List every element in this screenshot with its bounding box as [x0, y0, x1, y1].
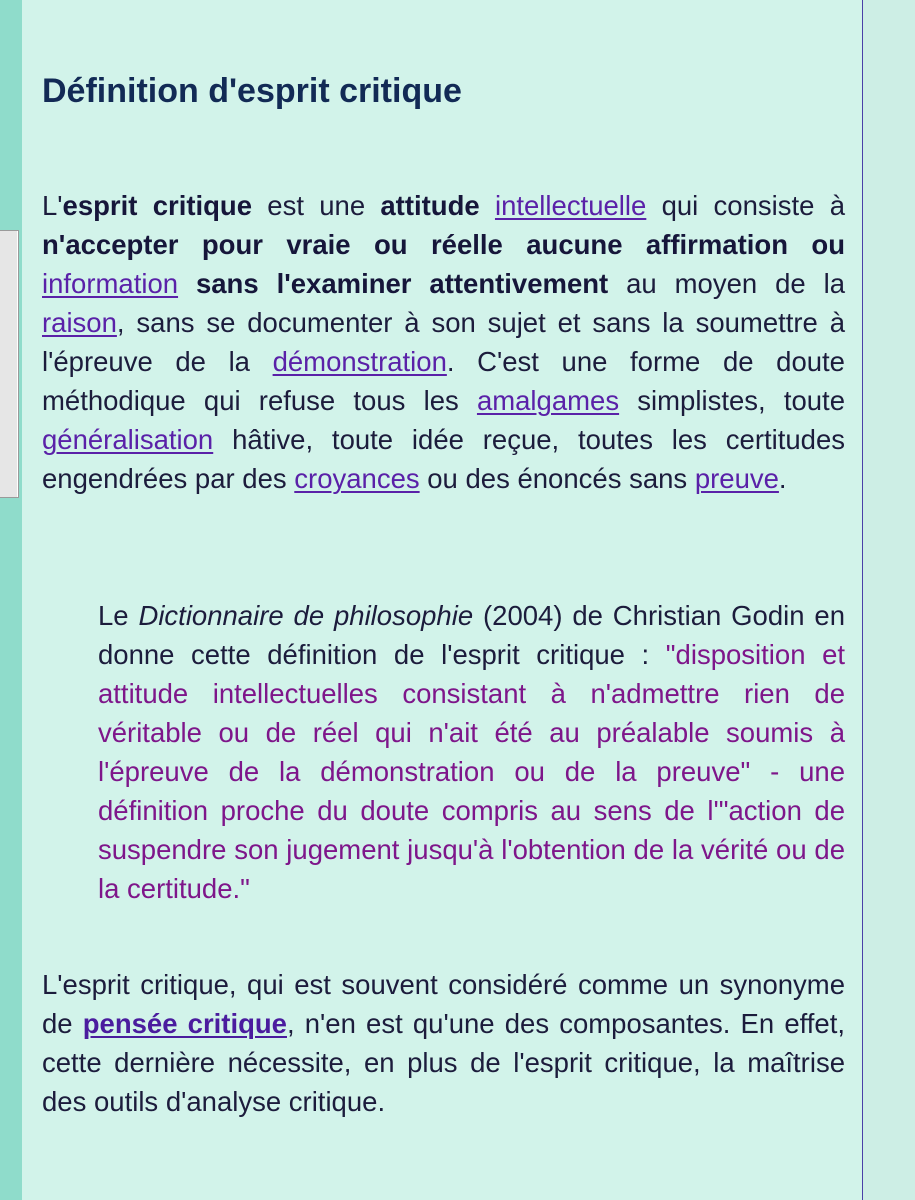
text-run: simplistes, toute: [619, 385, 845, 416]
link-demonstration[interactable]: démonstration: [272, 346, 447, 377]
link-intellectuelle[interactable]: intellectuelle: [494, 190, 647, 221]
quote-block: [98, 596, 845, 908]
text-run: , sans se documenter à son sujet et sans la soumettre à l'épreuve de la: [42, 307, 845, 377]
link-pensee-critique[interactable]: pensée critique: [82, 1008, 287, 1039]
text-run: , n'en est qu'une des composantes. En effet, cette dernière nécessite, en plus de l'esprit critique, la maîtrise des outils d'analyse critique.: [42, 1008, 845, 1117]
link-preuve[interactable]: preuve: [694, 463, 779, 494]
bold-term-attitude: attitude: [380, 190, 480, 221]
text-run: (2004) de Christian Godin en donne cette définition de l'esprit critique :: [98, 600, 846, 670]
text-run: [178, 268, 196, 299]
page-title: Définition d'esprit critique: [42, 72, 462, 110]
text-run: est une: [252, 190, 381, 221]
link-amalgames[interactable]: amalgames: [476, 385, 620, 416]
text-run: hâtive, toute idée reçue, toutes les certitudes engendrées par des: [42, 424, 845, 494]
synonym-paragraph: [42, 965, 845, 1121]
text-run: au moyen de la: [608, 268, 845, 299]
book-title: Dictionnaire de philosophie: [138, 600, 474, 631]
text-run: [480, 190, 495, 221]
quoted-definition: "disposition et attitude intellectuelles consistant à n'admettre rien de véritable ou de réel qui n'ait été au préalable soumis à l'épreuve de la démonstration ou de la preuve" - une définition proche du doute compris au sens de l'"action de suspendre son jugement jusqu'à l'obtention de la vérité ou de la certitude.": [98, 639, 846, 904]
left-sidebar-strip: [0, 0, 22, 1200]
article-content: [22, 0, 863, 1200]
sidebar-toggle-handle[interactable]: [0, 230, 19, 498]
link-raison[interactable]: raison: [42, 307, 117, 338]
link-information[interactable]: information: [42, 268, 179, 299]
text-run: ou des énoncés sans: [419, 463, 695, 494]
text-run: qui consiste à: [646, 190, 845, 221]
link-generalisation[interactable]: généralisation: [42, 424, 214, 455]
bold-term-esprit-critique: esprit critique: [62, 190, 253, 221]
text-run: .: [778, 463, 787, 494]
text-run: . C'est une forme de doute méthodique qui refuse tous les: [42, 346, 845, 416]
definition-paragraph: [42, 186, 845, 498]
bold-phrase-accepter: n'accepter pour vraie ou réelle aucune affirmation ou: [42, 229, 845, 260]
text-run: Le: [98, 600, 139, 631]
right-margin: [863, 0, 915, 1200]
text-run: L'esprit critique, qui est souvent considéré comme un synonyme de: [42, 969, 845, 1039]
link-croyances[interactable]: croyances: [294, 463, 420, 494]
bold-phrase-sans-examiner: sans l'examiner attentivement: [195, 268, 609, 299]
text-run: L': [42, 190, 63, 221]
